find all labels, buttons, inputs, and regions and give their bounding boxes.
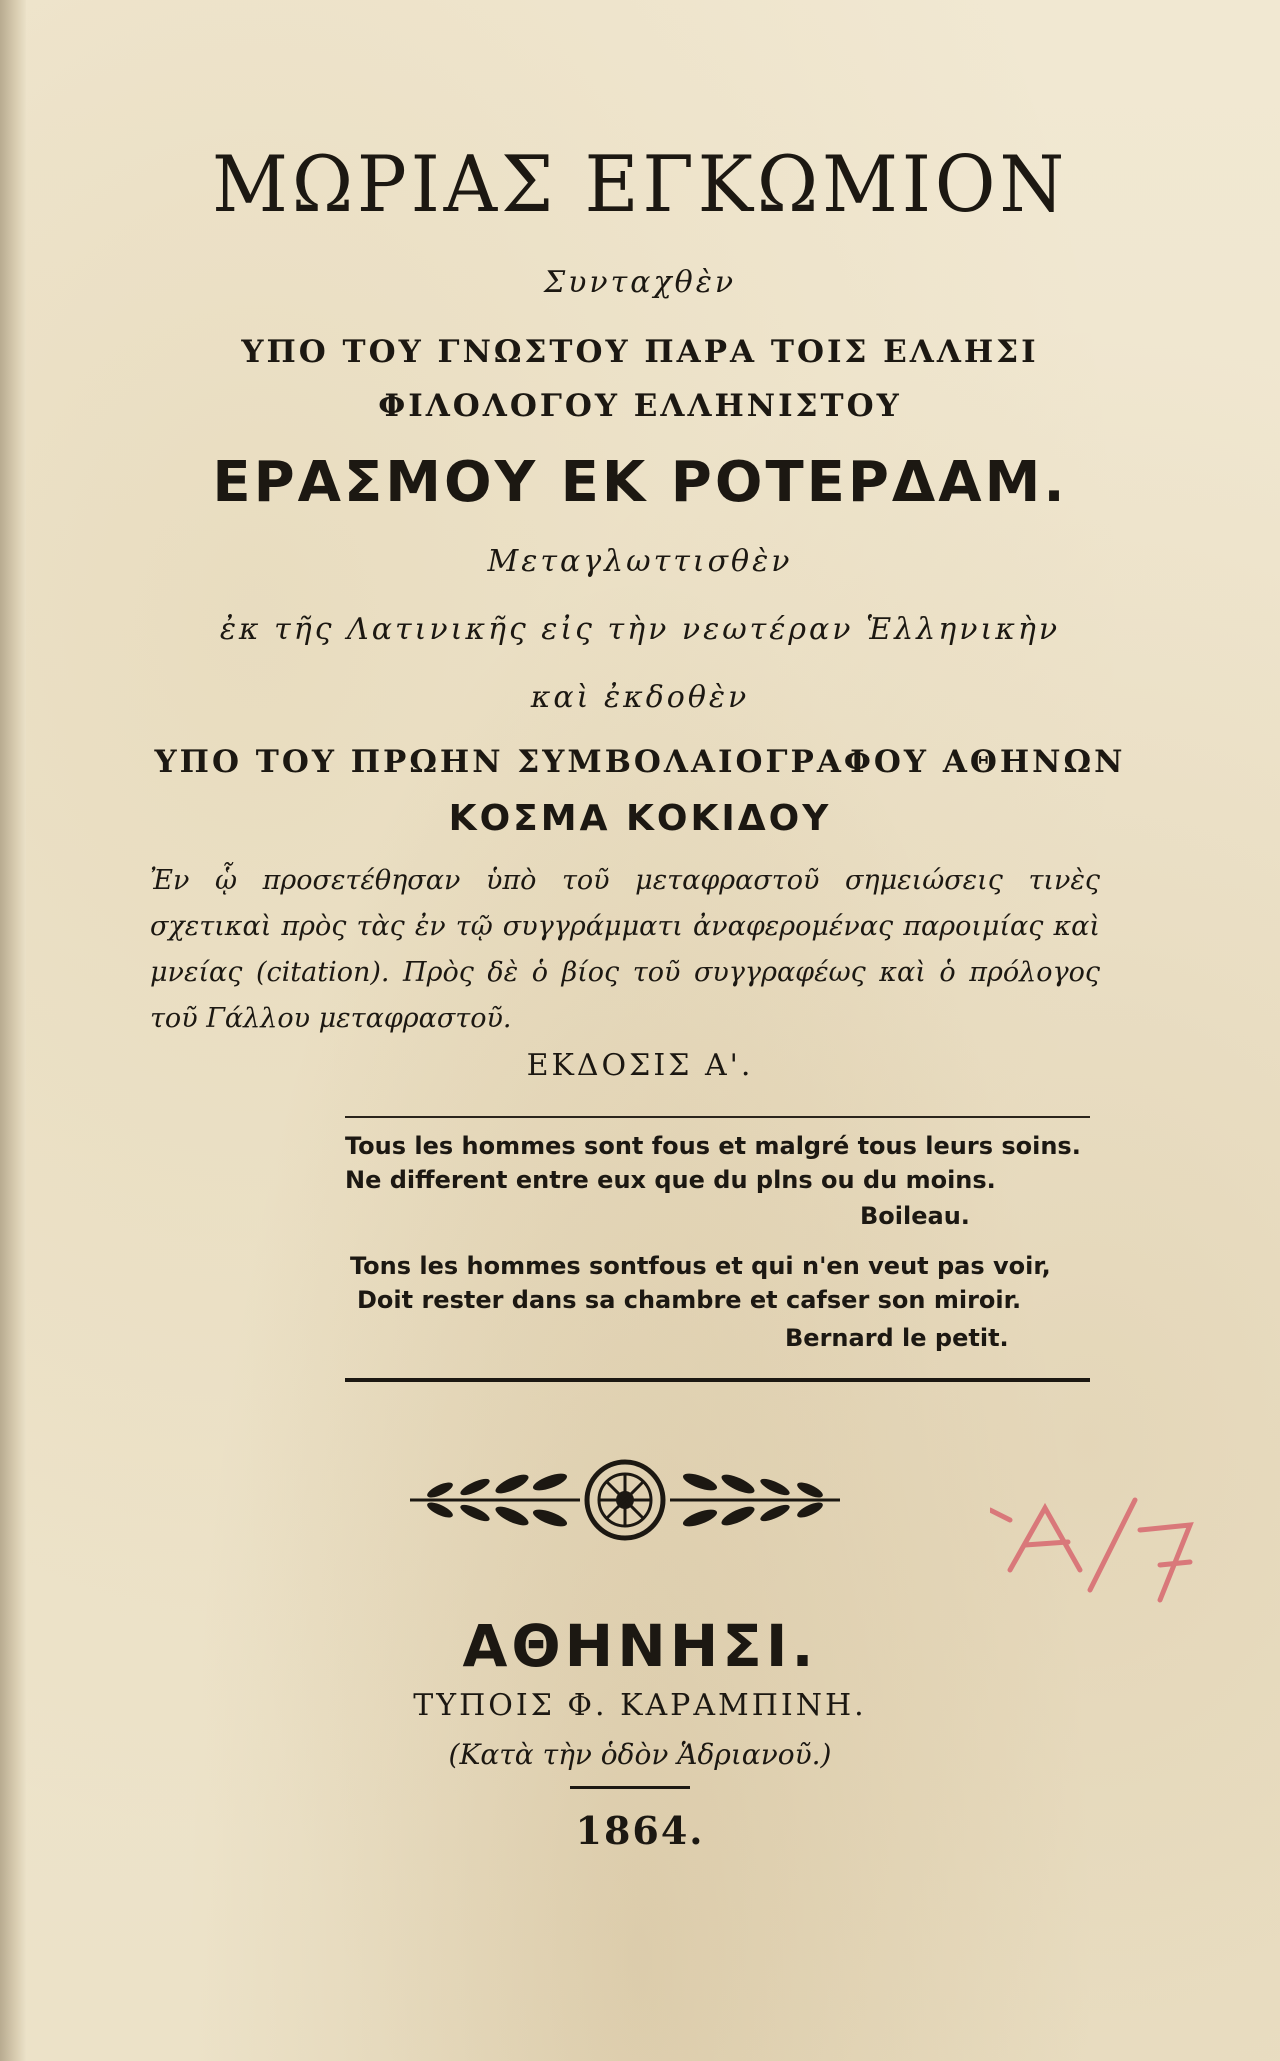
- epigraph-line: Doit rester dans sa chambre et cafser son miroir.: [357, 1286, 1022, 1314]
- translated-line: Μεταγλωττισθὲν: [487, 544, 793, 579]
- imprint-address: (Κατὰ τὴν ὁδὸν Ἁδριανοῦ.): [448, 1738, 832, 1771]
- translator-note: Ἐν ᾧ προσετέθησαν ὑπὸ τοῦ μεταφραστοῦ σημειώσεις τινὲς σχετικαὶ πρὸς τὰς ἐν τῷ συγγράμματι ἀναφερομένας παροιμίας καὶ μνείας (citation). Πρὸς δὲ ὁ βίος τοῦ συγγραφέως καὶ ὁ πρόλογος τοῦ Γάλλου μεταφραστοῦ.: [150, 865, 1100, 1034]
- shelfmark-annotation: [990, 1490, 1250, 1610]
- translator-name: ΚΟΣΜΑ ΚΟΚΙΔΟΥ: [448, 798, 832, 839]
- imprint-year: 1864.: [575, 1808, 705, 1853]
- epigraph-line: Ne different entre eux que du plns ou du moins.: [345, 1166, 996, 1194]
- book-title: ΜΩΡΙΑΣ ΕΓΚΩΜΙΟΝ: [212, 140, 1068, 230]
- by-known-line: ΥΠΟ ΤΟΥ ΓΝΩΣΤΟΥ ΠΑΡΑ ΤΟΙΣ ΕΛΛΗΣΙ: [241, 334, 1039, 370]
- epigraph-attribution: Boileau.: [860, 1202, 970, 1230]
- composed-line: Συνταχθὲν: [543, 265, 737, 300]
- divider-rule: [570, 1786, 690, 1789]
- epigraph-attribution: Bernard le petit.: [785, 1324, 1009, 1352]
- epigraph-box: [345, 1116, 1090, 1382]
- epigraph-line: Tous les hommes sont fous et malgré tous leurs soins.: [345, 1132, 1081, 1160]
- imprint-printer: ΤΥΠΟΙΣ Φ. ΚΑΡΑΜΠΙΝΗ.: [413, 1688, 867, 1723]
- published-line: καὶ ἐκδοθὲν: [530, 680, 750, 715]
- epigraph-line: Tons les hommes sontfous et qui n'en veut pas voir,: [350, 1252, 1051, 1280]
- author-name: ΕΡΑΣΜΟΥ ΕΚ ΡΟΤΕΡΔΑΜ.: [212, 450, 1068, 515]
- imprint-city: ΑΘΗΝΗΣΙ.: [462, 1612, 818, 1680]
- philologist-line: ΦΙΛΟΛΟΓΟΥ ΕΛΛΗΝΙΣΤΟΥ: [378, 388, 902, 424]
- from-latin-line: ἐκ τῆς Λατινικῆς εἰς τὴν νεωτέραν Ἑλληνικὴν: [219, 612, 1061, 647]
- by-notary-line: ΥΠΟ ΤΟΥ ΠΡΩΗΝ ΣΥΜΒΟΛΑΙΟΓΡΑΦΟΥ ΑΘΗΝΩΝ: [154, 744, 1126, 780]
- edition-label: ΕΚΔΟΣΙΣ Α'.: [526, 1048, 754, 1083]
- floral-ornament-icon: [400, 1455, 850, 1545]
